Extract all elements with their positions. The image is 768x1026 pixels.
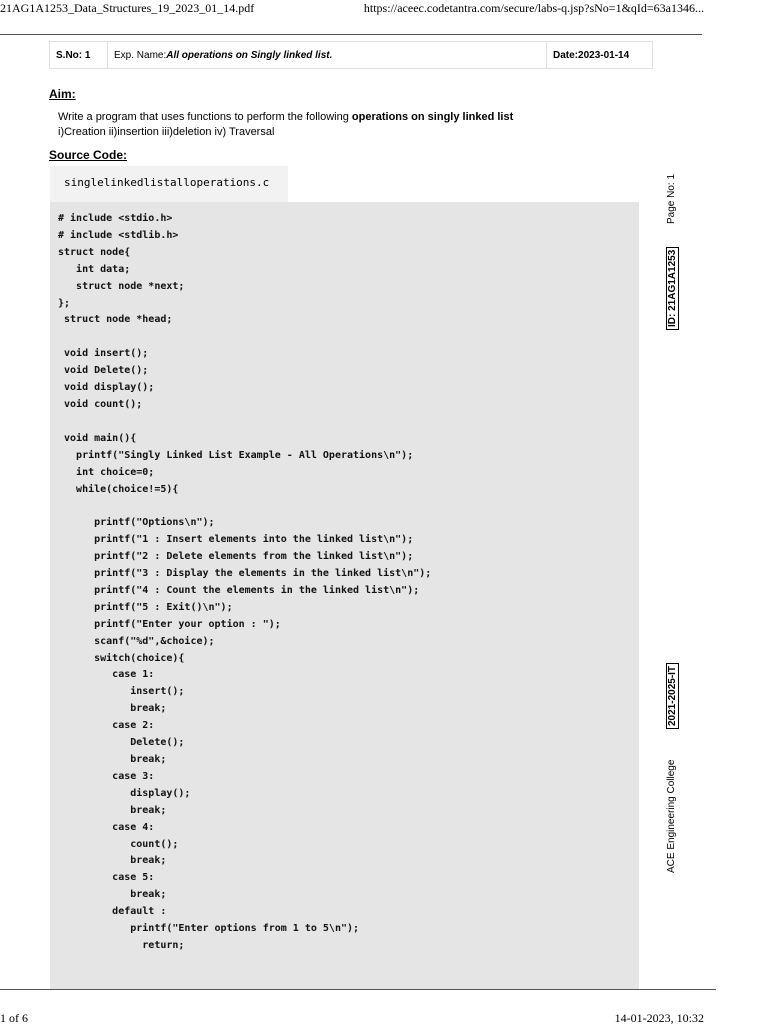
print-url: https://aceec.codetantra.com/secure/labs-q.jsp?sNo=1&qId=63a1346... [363,1,704,15]
exp-name-cell [108,42,547,68]
print-header [0,0,768,18]
experiment-table [49,41,653,69]
page-count: 1 of 6 [0,1011,28,1025]
source-file-tab[interactable]: singlelinkedlistalloperations.c [50,166,288,202]
batch-year-label: 2021-2025-IT [666,663,679,729]
exp-name-prefix: Exp. Name: [114,49,167,61]
source-code-heading: Source Code: [49,148,128,162]
aim-line-1 [58,110,513,125]
bottom-divider [0,989,716,990]
aim-heading: Aim: [49,87,76,101]
student-id-label: ID: 21AG1A1253 [666,247,679,330]
college-name-label: ACE Engineering College [666,759,677,873]
code-block [50,202,639,989]
page-number-label: Page No: 1 [666,173,677,224]
aim-line-2: i)Creation ii)insertion iii)deletion iv) Traversal [58,126,275,138]
source-code: # include <stdio.h> # include <stdlib.h> struct node{ int data; struct node *next; }; struct node *head; void insert(); void Delete(); void display(); void count(); void main(){ printf("Singly Linked List Example - All Operations\n"); int choice=0; while(choice!=5){ printf("Options\n"); printf("1 : Insert elements into the linked list\n"); printf("2 : Delete elements from the linked list\n"); printf("3 : Display the elements in the linked list\n"); printf("4 : Count the elements in the linked list\n"); printf("5 : Exit()\n"); printf("Enter your option : "); scanf("%d",&choice); switch(choice){ case 1: insert(); break; case 2: Delete(); break; case 3: display(); break; case 4: count(); break; case 5: break; default : printf("Enter options from 1 to 5\n"); return; [58,213,432,951]
top-divider [0,34,702,35]
sno-cell: S.No: 1 [50,42,108,68]
aim-line-1-bold: operations on singly linked list [351,111,514,123]
print-file-name: 21AG1A1253_Data_Structures_19_2023_01_14.pdf [0,1,255,15]
aim-text [58,110,513,140]
print-timestamp: 14-01-2023, 10:32 [614,1011,704,1025]
date-cell: Date:2023-01-14 [553,49,630,61]
aim-line-1-prefix: Write a program that uses functions to perform the following [58,111,352,123]
exp-name: All operations on Singly linked list. [166,49,333,61]
